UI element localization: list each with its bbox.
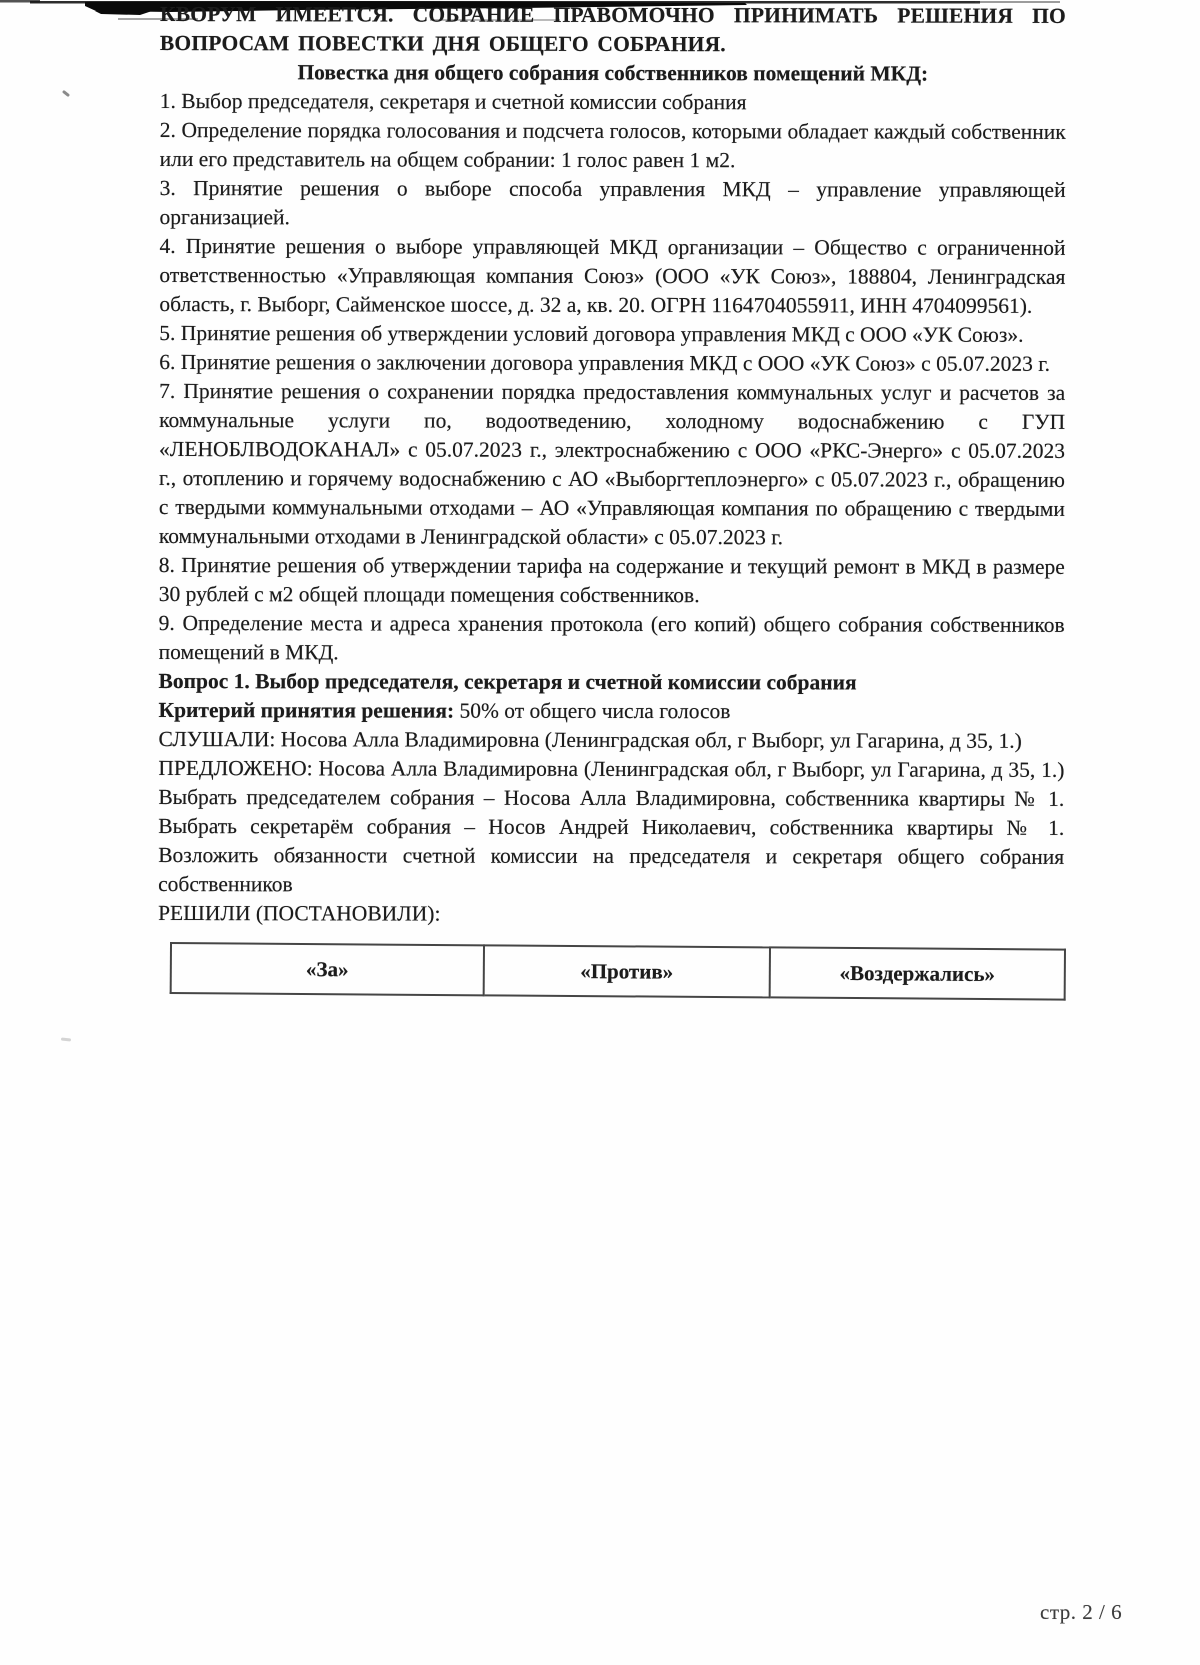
agenda-item-4: 4. Принятие решения о выборе управляющей МКД организации – Общество с ограниченной ответственностью «Управляющая компания Союз» (ООО «УК Союз», 188804, Ленинградская область, г. Выборг, Сайменское шоссе, д. 32 а, кв. 20. ОГРН 1164704055911, ИНН 4704099561). — [159, 233, 1066, 318]
document-body — [158, 0, 1066, 996]
vote-table — [170, 942, 1066, 1001]
agenda-item-5: 5. Принятие решения об утверждении условий договора управления МКД с ООО «УК Союз». — [159, 320, 1024, 347]
agenda-item-8: 8. Принятие решения об утверждении тарифа на содержание и текущий ремонт в МКД в размере 30 рублей с м2 общей площади помещения собственников. — [158, 552, 1065, 608]
agenda-item-1: 1. Выбор председателя, секретаря и счетной комиссии собрания — [159, 88, 747, 115]
vote-header-vozderzhalis: «Воздержались» — [770, 947, 1065, 999]
question-1-title: Вопрос 1. Выбор председателя, секретаря и счетной комиссии собрания — [158, 668, 857, 695]
agenda-item-2: 2. Определение порядка голосования и подсчета голосов, которыми обладает каждый собственник или его представитель на общем собрании: 1 голос равен 1 м2. — [159, 117, 1066, 173]
agenda-item-6: 6. Принятие решения о заключении договора управления МКД с ООО «УК Союз» с 05.07.2023 г. — [159, 349, 1051, 376]
criterion-value: 50% от общего числа голосов — [459, 698, 731, 724]
agenda-item-9: 9. Определение места и адреса хранения протокола (его копий) общего собрания собственников помещений в МКД. — [158, 610, 1065, 665]
agenda-title: Повестка дня общего собрания собственников помещений МКД: — [297, 60, 929, 86]
scan-speck-mid-left — [61, 1037, 71, 1041]
vote-header-protiv: «Против» — [484, 945, 770, 997]
vote-table-header-row — [171, 943, 1065, 1000]
proposed-paragraph: ПРЕДЛОЖЕНО: Носова Алла Владимировна (Ленинградская обл, г Выборг, ул Гагарина, д 35, 1.) Выбрать председателем собрания – Носова Алла Владимировна, собственника квартиры № 1. Выбрать секретарём собрания – Носов Андрей Николаевич, собственника квартиры № 1. Возложить обязанности счетной комиссии на председателя и секретаря общего собрания собственников — [158, 755, 1065, 897]
quorum-statement: КВОРУМ ИМЕЕТСЯ. СОБРАНИЕ ПРАВОМОЧНО ПРИНИМАТЬ РЕШЕНИЯ ПО ВОПРОСАМ ПОВЕСТКИ ДНЯ ОБЩЕГО СОБРАНИЯ. — [159, 1, 1066, 57]
agenda-item-3: 3. Принятие решения о выборе способа управления МКД – управление управляющей организацией. — [159, 175, 1066, 230]
heard-paragraph: СЛУШАЛИ: Носова Алла Владимировна (Ленинградская обл, г Выборг, ул Гагарина, д 35, 1.) — [158, 726, 1022, 753]
criterion-label: Критерий принятия решения: — [158, 697, 455, 723]
vote-header-za: «За» — [171, 943, 484, 995]
agenda-item-7: 7. Принятие решения о сохранении порядка предоставления коммунальных услуг и расчетов за коммунальные услуги по, водоотведению, холодному водоснабжению с ГУП «ЛЕНОБЛВОДОКАНАЛ» с 05.07.2023 г., электроснабжению с ООО «РКС-Энерго» с 05.07.2023 г., отоплению и горячему водоснабжению с АО «Выборгтеплоэнерго» с 05.07.2023 г., обращению с твердыми коммунальными отходами – АО «Управляющая компания по обращению с твердыми коммунальными отходами в Ленинградской области» с 05.07.2023 г. — [158, 378, 1066, 550]
decision-criterion — [158, 696, 1064, 727]
resolved-heading: РЕШИЛИ (ПОСТАНОВИЛИ): — [158, 900, 441, 926]
page-number: стр. 2 / 6 — [1040, 1600, 1123, 1624]
scan-speck-top-left — [62, 90, 70, 97]
